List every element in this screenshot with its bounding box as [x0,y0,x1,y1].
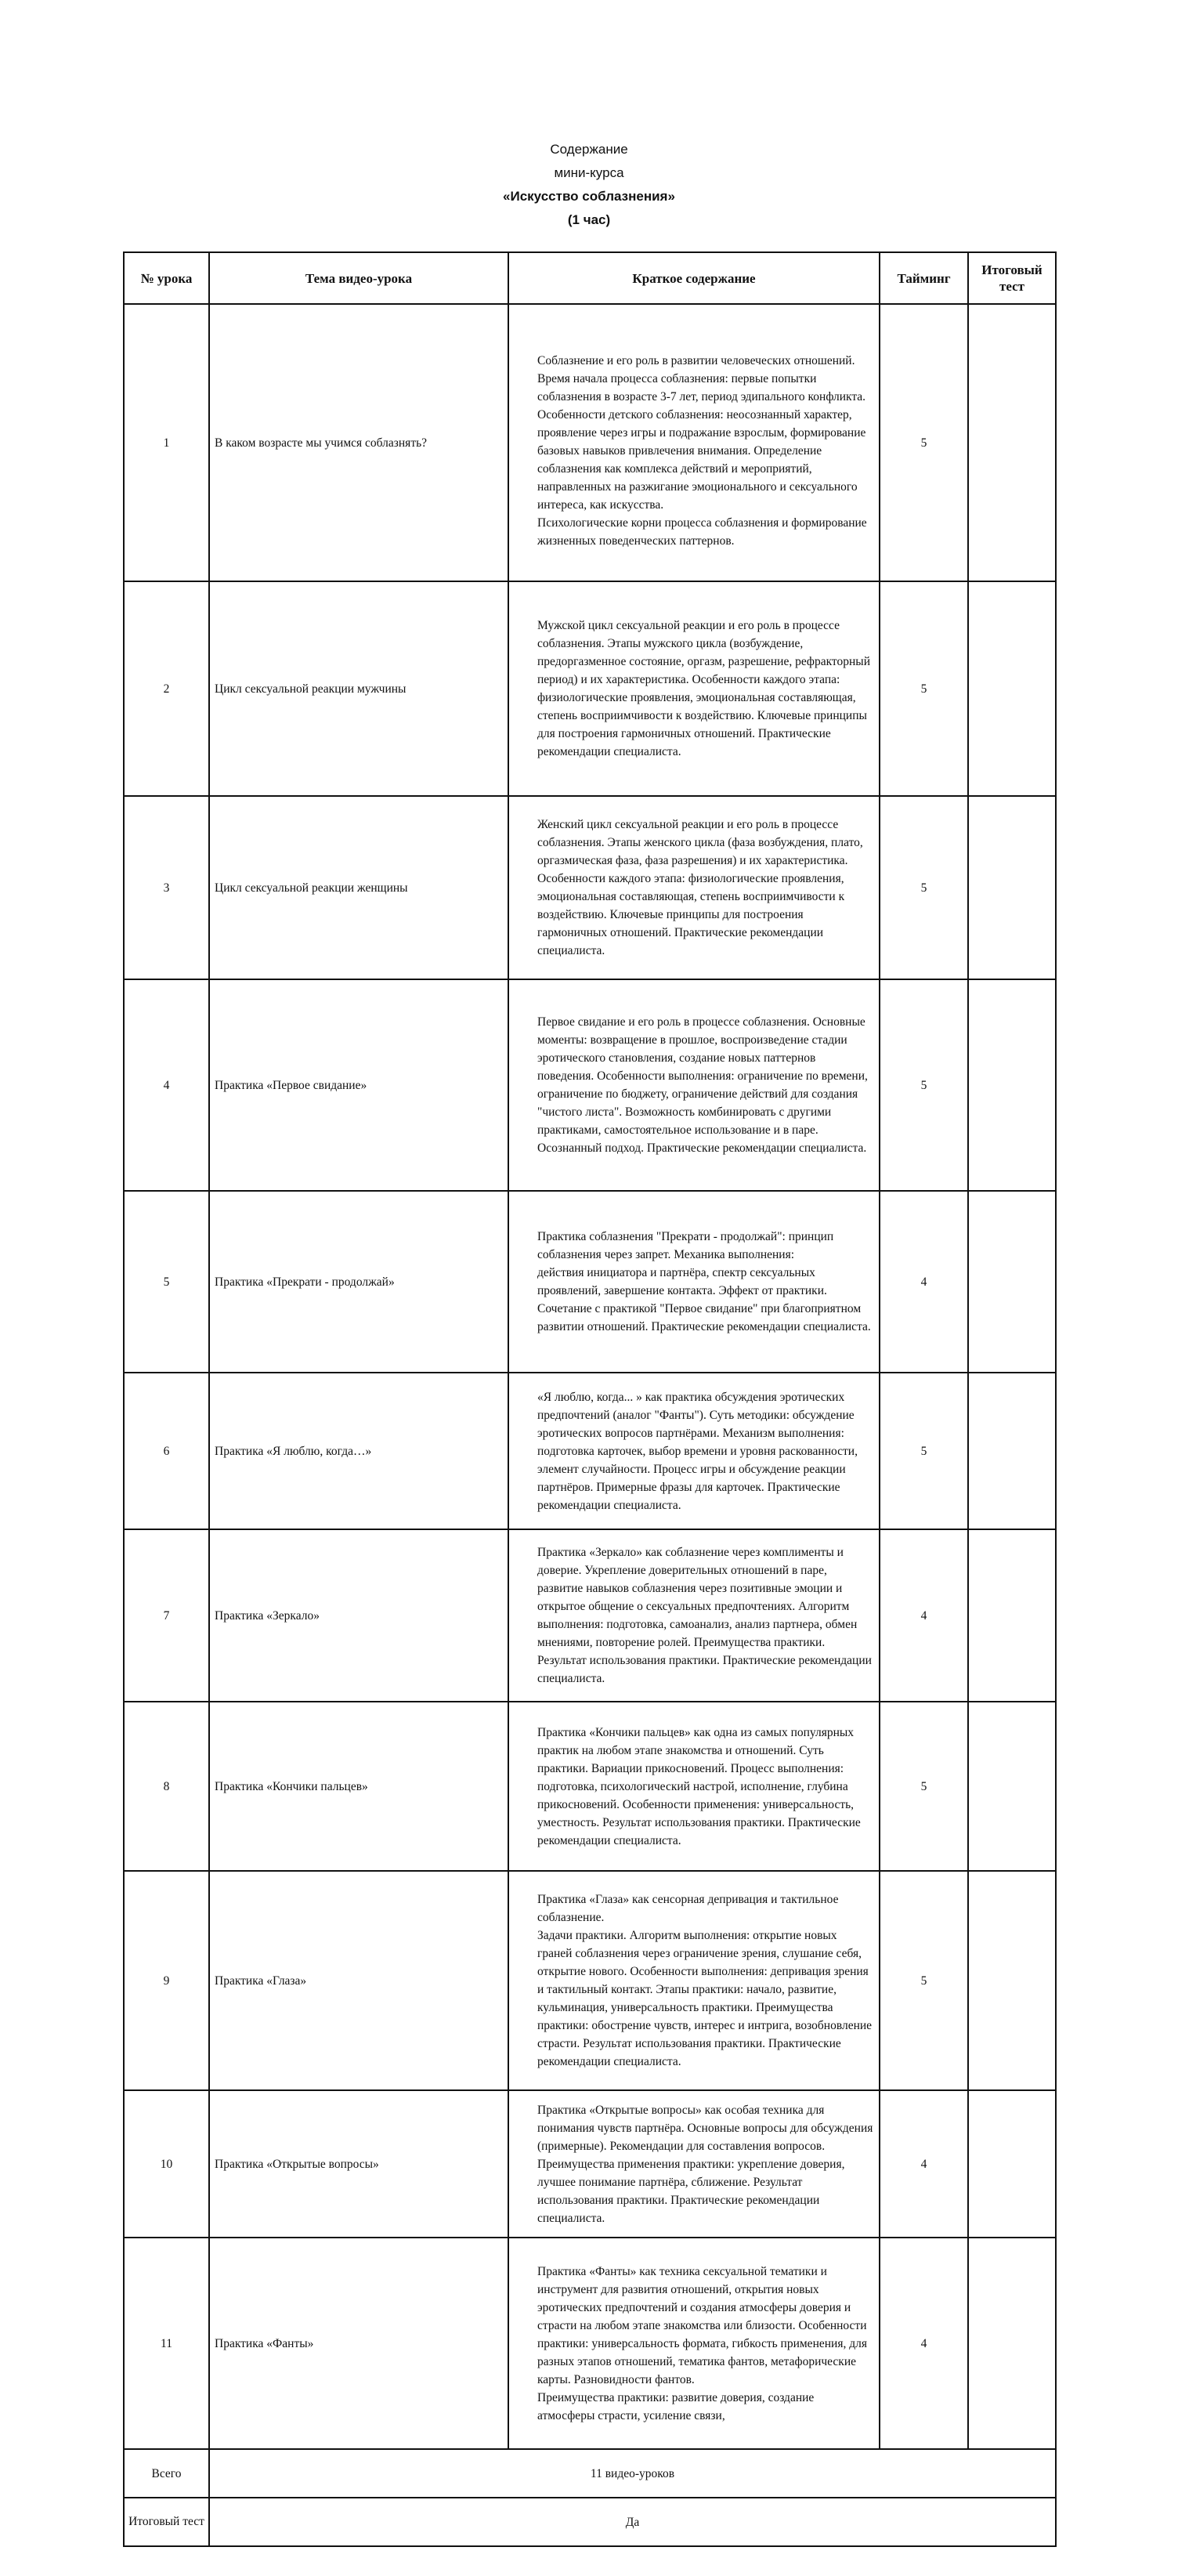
final-test-label: Итоговый тест [124,2498,209,2546]
lesson-timing: 5 [880,581,968,796]
lesson-timing: 5 [880,1373,968,1529]
header-line-title: «Искусство соблазнения» [503,189,675,204]
column-header-timing: Тайминг [880,252,968,304]
lesson-timing: 4 [880,1529,968,1702]
table-row [124,796,1056,979]
header-line-course: мини-курса [554,165,624,180]
lesson-summary [508,979,880,1191]
lesson-summary [508,581,880,796]
table-row [124,581,1056,796]
lesson-topic: Практика «Прекрати - продолжай» [209,1191,508,1373]
column-header-lesson-number: № урока [124,252,209,304]
lesson-topic: Практика «Фанты» [209,2238,508,2449]
lesson-summary [508,1702,880,1871]
lesson-summary [508,2090,880,2238]
lesson-topic: Цикл сексуальной реакции мужчины [209,581,508,796]
lesson-test-cell [968,796,1056,979]
lesson-number: 2 [124,581,209,796]
table-row [124,2238,1056,2449]
lesson-test-cell [968,1191,1056,1373]
lesson-timing: 5 [880,304,968,581]
total-label: Всего [124,2449,209,2498]
table-header-row [124,252,1056,304]
lesson-timing: 5 [880,1871,968,2090]
lesson-summary [508,304,880,581]
lesson-number: 9 [124,1871,209,2090]
lesson-topic: Цикл сексуальной реакции женщины [209,796,508,979]
lesson-summary-text: Практика «Фанты» как техника сексуальной тематики и инструмент для развития отношений, открытия новых эротических предпочтений и создания атмосферы доверия и страсти на любом этапе знакомства или близости. Особенности практики: универсальность формата, гибкость применения, для разных этапов отношений, тематика фантов, метафорические карты. Разновидности фантов. Преимущества практики: развитие доверия, создание атмосферы страсти, усиление связи, [537,2264,867,2422]
lesson-number: 3 [124,796,209,979]
lesson-number: 11 [124,2238,209,2449]
document-header [0,138,1178,232]
lesson-summary-text: «Я люблю, когда... » как практика обсуждения эротических предпочтений (аналог "Фанты"). Суть методики: обсуждение эротических вопросов партнёрами. Механизм выполнения: подготовка карточек, выбор времени и уровня раскованности, элемент случайности. Процесс игры и обсуждение реакции партнёров. Примерные фразы для карточек. Практические рекомендации специалиста. [537,1390,858,1512]
lesson-number: 7 [124,1529,209,1702]
lesson-test-cell [968,1529,1056,1702]
lesson-timing: 5 [880,796,968,979]
final-test-value: Да [209,2498,1056,2546]
lesson-topic: Практика «Я люблю, когда…» [209,1373,508,1529]
table-row [124,979,1056,1191]
lesson-topic: Практика «Первое свидание» [209,979,508,1191]
lesson-test-cell [968,304,1056,581]
lesson-summary-text: Практика «Открытые вопросы» как особая техника для понимания чувств партнёра. Основные вопросы для обсуждения (примерные). Рекомендации для составления вопросов. Преимущества применения практики: укрепление доверия, лучшее понимание партнёра, сближение. Результат использования практики. Практические рекомендации специалиста. [537,2103,873,2225]
lesson-test-cell [968,1702,1056,1871]
course-contents-table [123,251,1057,2547]
lesson-summary [508,1191,880,1373]
lesson-timing: 4 [880,2090,968,2238]
lesson-test-cell [968,2090,1056,2238]
lesson-test-cell [968,2238,1056,2449]
lesson-number: 10 [124,2090,209,2238]
table-row [124,1191,1056,1373]
lesson-summary-text: Женский цикл сексуальной реакции и его роль в процессе соблазнения. Этапы женского цикла (фаза возбуждения, плато, оргазмическая фаза, фаза разрешения) и их характеристика. Особенности каждого этапа: физиологические проявления, эмоциональная составляющая, степень восприимчивости к воздействию. Ключевые принципы для построения гармоничных отношений. Практические рекомендации специалиста. [537,818,863,957]
lesson-timing: 4 [880,1191,968,1373]
lesson-timing: 5 [880,1702,968,1871]
lesson-summary-text: Практика «Зеркало» как соблазнение через комплименты и доверие. Укрепление доверительных отношений в паре, развитие навыков соблазнения через позитивные эмоции и открытое общение о сексуальных предпочтениях. Алгоритм выполнения: подготовка, самоанализ, анализ партнера, обмен мнениями, повторение ролей. Преимущества практики. Результат использования практики. Практические рекомендации специалиста. [537,1546,872,1685]
lesson-summary-text: Практика соблазнения "Прекрати - продолжай": принцип соблазнения через запрет. Механика выполнения: действия инициатора и партнёра, спектр сексуальных проявлений, завершение контакта. Эффект от практики. Сочетание с практикой "Первое свидание" при благоприятном развитии отношений. Практические рекомендации специалиста. [537,1230,871,1333]
lesson-summary-text: Первое свидание и его роль в процессе соблазнения. Основные моменты: возвращение в прошлое, воспроизведение стадии эротического становления, создание новых паттернов поведения. Особенности выполнения: ограничение по времени, ограничение по бюджету, ограничение действий для создания "чистого листа". Возможность комбинировать с другими практиками, самостоятельное использование и в паре. Осознанный подход. Практические рекомендации специалиста. [537,1015,868,1155]
lesson-summary-text: Практика «Кончики пальцев» как одна из самых популярных практик на любом этапе знакомства и отношений. Суть практики. Вариации прикосновений. Процесс выполнения: подготовка, психологический настрой, исполнение, глубина прикосновений. Особенности применения: универсальность, уместность. Результат использования практики. Практические рекомендации специалиста. [537,1725,861,1847]
table-row [124,1373,1056,1529]
lesson-topic: Практика «Открытые вопросы» [209,2090,508,2238]
lesson-number: 5 [124,1191,209,1373]
total-value: 11 видео-уроков [209,2449,1056,2498]
column-header-topic: Тема видео-урока [209,252,508,304]
column-header-summary: Краткое содержание [508,252,880,304]
column-header-final-test: Итоговый тест [968,252,1056,304]
lesson-topic: В каком возрасте мы учимся соблазнять? [209,304,508,581]
table-row [124,1702,1056,1871]
table-row [124,2090,1056,2238]
lesson-timing: 4 [880,2238,968,2449]
lesson-test-cell [968,979,1056,1191]
lesson-test-cell [968,581,1056,796]
lesson-summary [508,796,880,979]
lesson-topic: Практика «Зеркало» [209,1529,508,1702]
lesson-number: 1 [124,304,209,581]
lesson-test-cell [968,1373,1056,1529]
lesson-summary-text: Соблазнение и его роль в развитии человеческих отношений. Время начала процесса соблазнения: первые попытки соблазнения в возрасте 3-7 лет, период эдипального конфликта. Особенности детского соблазнения: неосознанный характер, проявление через игры и подражание взрослым, формирование базовых навыков привлечения внимания. Определение соблазнения как комплекса действий и мероприятий, направленных на разжигание эмоционального и сексуального интереса, как искусства. Психологические корни процесса соблазнения и формирование жизненных поведенческих паттернов. [537,353,867,548]
lesson-number: 8 [124,1702,209,1871]
lesson-test-cell [968,1871,1056,2090]
table-row [124,1529,1056,1702]
lesson-timing: 5 [880,979,968,1191]
lesson-summary [508,1373,880,1529]
lesson-summary [508,1529,880,1702]
lesson-summary [508,1871,880,2090]
table-row [124,1871,1056,2090]
lesson-summary [508,2238,880,2449]
total-row [124,2449,1056,2498]
lesson-summary-text: Мужской цикл сексуальной реакции и его роль в процессе соблазнения. Этапы мужского цикла (возбуждение, предоргазменное состояние, оргазм, разрешение, рефракторный период) и их характеристика. Особенности каждого этапа: физиологические проявления, эмоциональная составляющая, степень восприимчивости к воздействию. Ключевые принципы для построения гармоничных отношений. Практические рекомендации специалиста. [537,619,870,758]
lesson-number: 6 [124,1373,209,1529]
header-line-duration: (1 час) [567,212,611,227]
final-test-row [124,2498,1056,2546]
lesson-topic: Практика «Кончики пальцев» [209,1702,508,1871]
lesson-summary-text: Практика «Глаза» как сенсорная депривация и тактильное соблазнение. Задачи практики. Алгоритм выполнения: открытие новых граней соблазнения через ограничение зрения, слушание себя, открытие нового. Особенности выполнения: депривация зрения и тактильный контакт. Этапы практики: начало, развитие, кульминация, универсальность практики. Преимущества практики: обострение чувств, интерес и интрига, возобновление страсти. Результат использования практики. Практические рекомендации специалиста. [537,1893,873,2068]
lesson-topic: Практика «Глаза» [209,1871,508,2090]
header-line-contents: Содержание [550,142,628,157]
table-row [124,304,1056,581]
lesson-number: 4 [124,979,209,1191]
